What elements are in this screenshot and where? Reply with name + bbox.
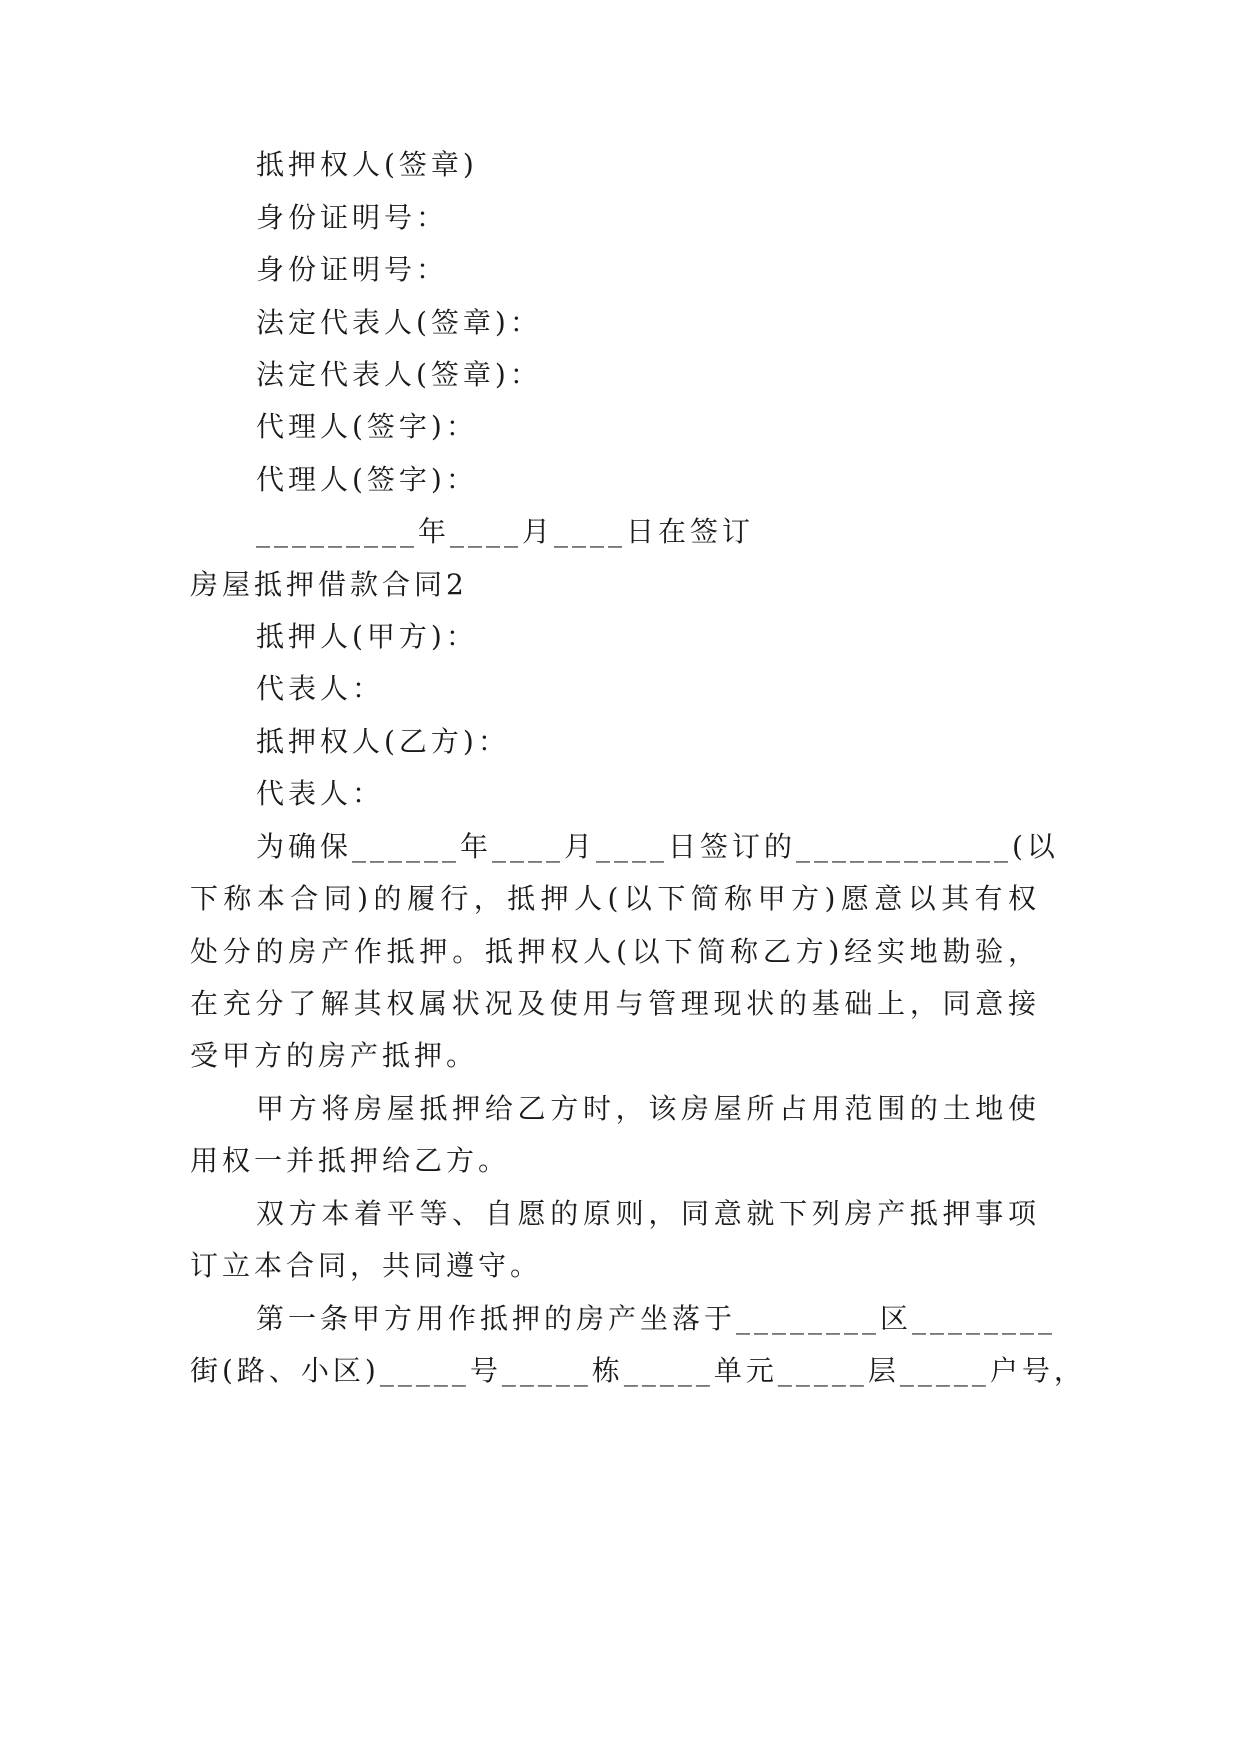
paragraph-line: 订立本合同，共同遵守。 [190,1249,543,1282]
paragraph-line: 为确保______年____月____日签订的____________(以 [256,830,1059,863]
legal-representative-label-2: 法定代表人(签章)： [256,358,542,391]
paragraph-line: 处分的房产作抵押。抵押权人(以下简称乙方)经实地勘验， [190,935,1040,968]
party-representative: 代表人： [256,672,385,705]
mortgagee-signature-label: 抵押权人(签章) [256,148,478,181]
id-number-label-2: 身份证明号： [256,253,449,286]
agent-signature-label: 代理人(签字)： [256,410,478,443]
paragraph-line: 甲方将房屋抵押给乙方时，该房屋所占用范围的土地使 [256,1092,1040,1125]
signing-date-line: _________年____月____日在签订 [256,515,755,548]
paragraph-line: 第一条甲方用作抵押的房产坐落于________区________ [256,1302,1057,1335]
id-number-label: 身份证明号： [256,201,449,234]
paragraph-line: 受甲方的房产抵押。 [190,1039,479,1072]
contract-title: 房屋抵押借款合同2 [190,568,468,601]
party-mortgagee: 抵押权人(乙方)： [256,725,510,758]
party-representative-2: 代表人： [256,777,385,810]
paragraph-line: 在充分了解其权属状况及使用与管理现状的基础上，同意接 [190,987,1040,1020]
paragraph-line: 街(路、小区)_____号_____栋_____单元_____层_____户号， [190,1354,1086,1387]
agent-signature-label-2: 代理人(签字)： [256,463,478,496]
paragraph-line: 双方本着平等、自愿的原则，同意就下列房产抵押事项 [256,1197,1040,1230]
legal-representative-label: 法定代表人(签章)： [256,306,542,339]
paragraph-line: 用权一并抵押给乙方。 [190,1144,511,1177]
paragraph-line: 下称本合同)的履行，抵押人(以下简称甲方)愿意以其有权 [190,882,1040,915]
party-mortgagor: 抵押人(甲方)： [256,620,478,653]
